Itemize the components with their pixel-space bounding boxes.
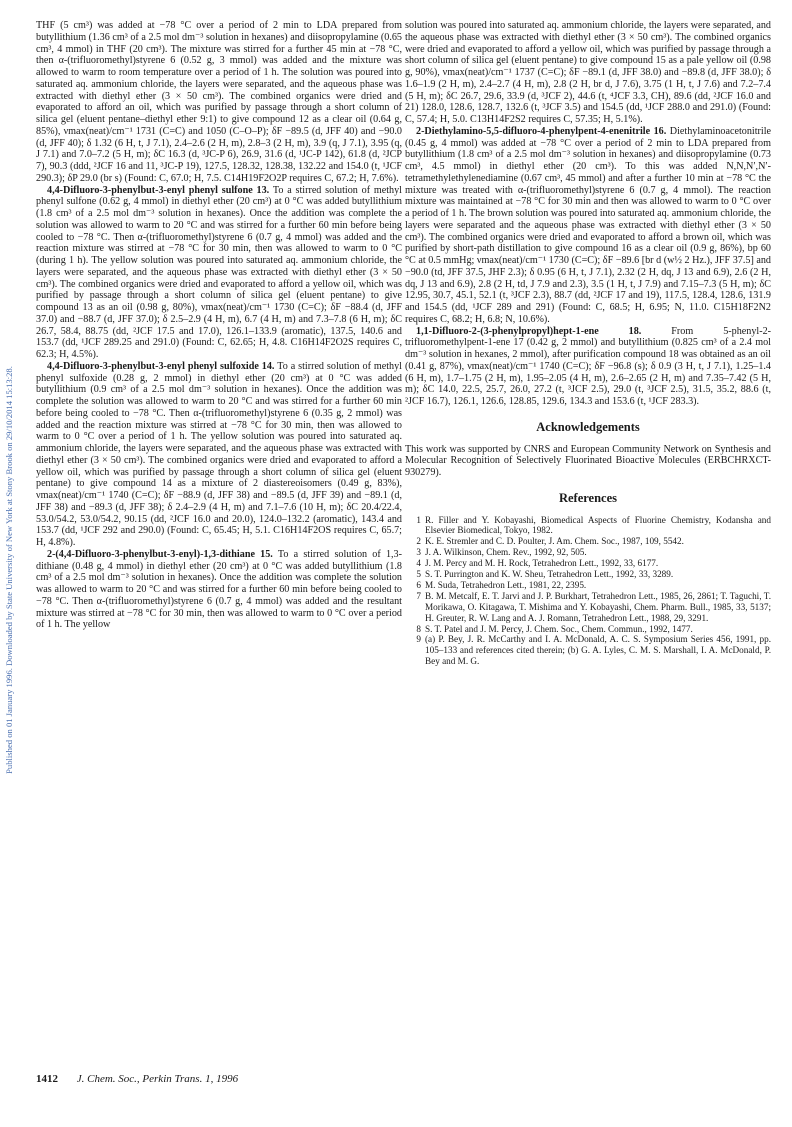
compound-heading: 2-(4,4-Difluoro-3-phenylbut-3-enyl)-1,3-dithiane 15. xyxy=(47,548,273,560)
reference-number: 1 xyxy=(416,514,421,525)
journal-citation: J. Chem. Soc., Perkin Trans. 1, 1996 xyxy=(76,1073,239,1085)
right-column xyxy=(405,20,771,667)
reference-number: 8 xyxy=(416,623,421,634)
reference-item xyxy=(405,558,771,569)
paragraph-body: To a stirred solution of methyl phenyl sulfoxide (0.28 g, 2 mmol) in diethyl ether (20 cm³) at 0 °C was added butyllithium (0.9 cm³ of a 2.5 mol dm⁻³ solution in hexanes). Once the addition was complete the solution was allowed to warm to 20 °C and was stirred for a further 60 min before being cooled to −78 °C. Then α-(trifluoromethyl)styrene 6 (0.35 g, 2 mmol) was added and the reaction mixture was stirred at −78 °C for 30 min, then was allowed to warm to 0 °C over a period of 1 h. The yellow solution was poured into saturated aq. ammonium chloride, the layers were separated, and the aqueous phase was extracted with diethyl ether (3 × 50 cm³). The combined organics were dried and evaporated to afford a yellow oil, which was purified by passage through a short column of silica gel (eluent pentane) to give compound 14 as a mixture of 2 diastereoisomers (0.49 g, 83%), νmax(neat)/cm⁻¹ 1740 (C=C); δF −88.9 (d, JFF 38) and −89.5 (d, JFF 39) and −89.1 (d, JFF 38) and −89.3 (d, JFF 38); δ 2.4–2.9 (4 H, m) and 7.1–7.6 (10 H, m); δC 20.4/22.4, 53.0/54.2, 53.0/54.2, 90.15 (dd, ²JCF 16.0 and 20.0), 124.0–132.2 (aromatic), 143.4 and 153.7 (dd, ¹JCF 292 and 290.0) (Found: C, 65.45; H, 5.1. C16H14F2OS requires C, 65.7; H, 4.8%). xyxy=(36,360,402,548)
paragraph xyxy=(36,185,402,361)
reference-text: J. A. Wilkinson, Chem. Rev., 1992, 92, 505. xyxy=(425,547,587,558)
reference-text: (a) P. Bey, J. R. McCarthy and I. A. McDonald, A. C. S. Symposium Series 456, 1991, pp. 105–133 and references cited therein; (b) G. A. Lyles, C. M. S. Marshall, I. A. McDonald, P. Bey and M. G. xyxy=(425,634,771,667)
reference-text: J. M. Percy and M. H. Rock, Tetrahedron Lett., 1992, 33, 6177. xyxy=(425,558,659,569)
paragraph xyxy=(36,549,402,631)
paragraph-body: solution was poured into saturated aq. ammonium chloride, the layers were separated, and the aqueous phase was extracted with diethyl ether (3 × 50 cm³). The combined organics were dried and evaporated to afford a yellow oil, which was purified by passage through a short column of silica gel (eluent pentane) to give compound 15 as a pale yellow oil (0.98 g, 90%), νmax(neat)/cm⁻¹ 1737 (C=C); δF −89.1 (d, JFF 38.0) and −89.8 (d, JFF 38.0); δ 1.6–1.9 (2 H, m), 2.4–2.7 (4 H, m), 2.8 (2 H, br d, J 7.6), 3.75 (1 H, t, J 7.6) and 7.2–7.4 (5 H, m); δC 26.7, 29.6, 33.9 (d, ³JCF 2), 44.6 (t, ⁴JCF 3.3, CH), 89.6 (dd, ²JCF 16.0 and 21) 128.0, 128.6, 128.7, 132.6 (t, ³JCF 3.5) and 154.5 (dd, ¹JCF 288.0 and 291.0) (Found: C, 57.4; H, 5.0. C13H14F2S2 requires C, 57.35; H, 5.1%). xyxy=(405,20,771,125)
reference-number: 7 xyxy=(416,590,421,601)
paragraph xyxy=(405,326,771,408)
paragraph-body: From 5-phenyl-2-trifluoromethylpent-1-ene 17 (0.42 g, 2 mmol) and butyllithium (0.825 cm³ of a 2.4 mol dm⁻³ solution in hexanes, 2 mmol), after purification compound 18 was obtained as an oil (0.41 g, 87%), νmax(neat)/cm⁻¹ 1740 (C=C); δF −96.8 (s); δ 0.9 (3 H, t, J 7.1), 1.25–1.4 (6 H, m), 1.7–1.75 (2 H, m), 1.95–2.05 (4 H, m), 2.6–2.65 (2 H, m) and 7.35–7.42 (5 H, m); δC 14.0, 22.5, 25.7, 26.0, 27.2 (t, ³JCF 2.5), 29.0 (t, ³JCF 2.5), 31.5, 35.2, 88.6 (t, ²JCF 16.7), 126.1, 126.6, 128.85, 129.6, 134.3 and 153.6 (t, ¹JCF 283.3). xyxy=(405,325,771,407)
reference-text: R. Filler and Y. Kobayashi, Biomedical Aspects of Fluorine Chemistry, Kodansha and Elsevier Biomedical, Tokyo, 1982. xyxy=(425,514,771,536)
paragraph-body: To a stirred solution of methyl phenyl sulfone (0.62 g, 4 mmol) in diethyl ether (20 cm³) at 0 °C was added butyllithium (1.8 cm³ of a 2.5 mol dm⁻³ solution in hexanes). Once the addition was complete the solution was allowed to warm to 20 °C and was stirred for a further 60 min before being cooled to −78 °C. Then α-(trifluoromethyl)styrene 6 (0.7 g, 4 mmol) was added and the reaction mixture was stirred at −78 °C for 30 min, then was allowed to warm to 0 °C (during 1 h). The yellow solution was poured into saturated aq. ammonium chloride, the layers were separated, and the aqueous phase was extracted with diethyl ether (3 × 50 cm³). The combined organics were dried and evaporated to afford a yellow oil, which was purified by passage through a short column of silica gel (eluent pentane) to give compound 13 as an oil (0.98 g, 80%), νmax(neat)/cm⁻¹ 1730 (C=C); δF −88.4 (d, JFF 37.0) and −88.7 (d, JFF 37.0); δ 2.5–2.9 (4 H, m), 6.7 (4 H, m) and 7.3–7.8 (6 H, m); δC 26.7, 58.4, 88.75 (dd, ²JCF 17.5 and 17.0), 126.1–133.9 (aromatic), 137.5, 140.6 and 153.7 (dd, ¹JCF 289.25 and 291.0) (Found: C, 62.65; H, 4.8. C16H14F2O2S requires C, 62.3; H, 4.5%). xyxy=(36,184,402,360)
paragraph-body: THF (5 cm³) was added at −78 °C over a period of 2 min to LDA prepared from butyllithium (1.36 cm³ of a 2.5 mol dm⁻³ solution in hexanes) and diisopropylamine (0.65 cm³, 4 mmol) in THF (20 cm³). The mixture was stirred for a further 45 min at −78 °C, then α-(trifluoromethyl)styrene 6 (0.52 g, 3 mmol) was added and the mixture was allowed to warm to room temperature over a period of 1 h. The solution was poured into saturated aq. ammonium chloride, the layers were separated, and the aqueous phase was extracted with diethyl ether (3 × 50 cm³). The combined organics were dried and evaporated to afford an oil, which was purified by passage through a short column of silica gel (eluent pentane–diethyl ether 9:1) to give compound 12 as a clear oil (0.64 g, 85%), νmax(neat)/cm⁻¹ 1731 (C=C) and 1050 (C–O–P); δF −89.5 (d, JFF 40) and −90.0 (d, JFF 40); δ 1.32 (6 H, t, J 7.1), 2.4–2.6 (2 H, m), 2.8–3 (2 H, m), 3.9 (q, J 7.1), 3.95 (q, J 7.1) and 7.0–7.2 (5 H, m); δC 16.3 (d, ³JC-P 6), 26.9, 31.6 (d, ¹JC-P 142), 61.8 (d, ²JCP 7), 90.3 (ddd, ²JCF 16 and 11, ³JC-P 19), 127.5, 128.32, 128.38, 132.22 and 154.0 (t, ¹JCF 290.3); δP 29.0 (br s) (Found: C, 67.0; H, 7.5. C14H19F2O2P requires C, 67.2; H, 7.6%). xyxy=(36,20,402,184)
reference-number: 2 xyxy=(416,536,421,547)
paragraph xyxy=(405,126,771,326)
reference-number: 4 xyxy=(416,558,421,569)
reference-number: 5 xyxy=(416,569,421,580)
reference-number: 9 xyxy=(416,634,421,645)
compound-heading: 2-Diethylamino-5,5-difluoro-4-phenylpent-4-enenitrile 16. xyxy=(416,125,667,137)
reference-item xyxy=(405,624,771,635)
references-heading: References xyxy=(558,490,618,505)
acknowledgements-text: This work was supported by CNRS and European Community Network on Synthesis and Molecular Recognition of Selectively Fluorinated Bioactive Molecules (ERBCHRXCT-930279). xyxy=(405,443,771,478)
acknowledgements-heading: Acknowledgements xyxy=(536,419,640,434)
reference-text: S. T. Patel and J. M. Percy, J. Chem. Soc., Chem. Commun., 1992, 1477. xyxy=(425,623,693,634)
paragraph xyxy=(405,20,771,126)
reference-number: 3 xyxy=(416,547,421,558)
reference-text: M. Suda, Tetrahedron Lett., 1981, 22, 2395. xyxy=(425,579,587,590)
download-watermark-text: Published on 01 January 1996. Downloaded by State University of New York at Stony Brook on 29/10/2014 15:13:28. xyxy=(4,366,15,774)
reference-item xyxy=(405,547,771,558)
compound-heading: 1,1-Difluoro-2-(3-phenylpropyl)hept-1-ene 18. xyxy=(416,325,642,337)
reference-text: B. M. Metcalf, E. T. Jarvi and J. P. Burkhart, Tetrahedron Lett., 1985, 26, 2861; T. Taguchi, T. Morikawa, O. Kitagawa, T. Mishima and Y. Kobayashi, Chem. Pharm. Bull., 1985, 33, 5137; H. Greuter, R. W. Lang and A. J. Romann, Tetrahedron Lett., 1988, 29, 3291. xyxy=(425,590,771,623)
paragraph xyxy=(36,20,402,185)
paragraph-body: To a stirred solution of 1,3-dithiane (0.48 g, 4 mmol) in diethyl ether (20 cm³) at 0 °C was added butyllithium (1.8 cm³ of a 2.5 mol dm⁻³ solution in hexanes). Once the addition was complete the solution was allowed to warm to 20 °C and was stirred for a further 60 min before being cooled to −78 °C. Then α-(trifluoromethyl)styrene 6 (0.7 g, 4 mmol) was added and the resultant mixture was stirred at −78 °C for 30 min, then was allowed to warm to 0 °C over a period of 1 h. The yellow xyxy=(36,548,402,631)
download-watermark xyxy=(2,150,16,990)
reference-item xyxy=(405,580,771,591)
reference-item xyxy=(405,536,771,547)
page-number: 1412 xyxy=(36,1073,58,1085)
page-footer xyxy=(36,1073,436,1085)
reference-item xyxy=(405,515,771,537)
paragraph-body: Diethylaminoacetonitrile (0.45 g, 4 mmol) was added at −78 °C over a period of 2 min to LDA prepared from butyllithium (1.8 cm³ of a 2.5 mol dm⁻³ solution in hexanes) and diisopropylamine (0.73 cm³, 4.5 mmol) in diethyl ether (20 cm³). To this was added N,N,N′,N′-tetramethylethylenediamine (0.67 cm³, 45 mmol) and after a further 10 min at −78 °C the mixture was treated with α-(trifluoromethyl)styrene 6 (0.7 g, 4 mmol). The reaction mixture was maintained at −78 °C for 30 min and then was allowed to warm to 0 °C over a period of 1 h. The brown solution was poured into saturated aq. ammonium chloride, the layers were separated and the aqueous phase was extracted with diethyl ether (3 × 50 cm³). The combined organics were dried and evaporated to afford a brown oil, which was purified by short-path distillation to give compound 16 as a clear oil (0.9 g, 86%), bp 60 °C at 0.5 mmHg; νmax(neat)/cm⁻¹ 1730 (C=C); δF −89.6 [br d (w½ 2 Hz.), JFF 37.5] and −90.0 (td, JFF 37.5, JHF 2.3); δ 0.95 (6 H, t, J 7.1), 2.32 (2 H, dq, J 13 and 6.9), 2.6 (2 H, dq, J 13 and 6.9), 2.8 (2 H, td, J 7.9 and 2.3), 3.5 (1 H, t, J 7.9) and 7.15–7.3 (5 H, m); δC 12.95, 30.7, 45.1, 52.1 (t, ³JCF 2.3), 88.7 (dd, ²JCF 17 and 19), 117.5, 128.4, 128.6, 131.9 and 154.5 (dd, ¹JCF 289 and 291) (Found: C, 68.5; H, 6.95; N, 11.0. C15H18F2N2 requires C, 68.2; H, 6.8; N, 10.6%). xyxy=(405,125,771,325)
compound-heading: 4,4-Difluoro-3-phenylbut-3-enyl phenyl sulfoxide 14. xyxy=(47,360,275,372)
reference-item xyxy=(405,569,771,580)
reference-number: 6 xyxy=(416,579,421,590)
reference-text: S. T. Purrington and K. W. Sheu, Tetrahedron Lett., 1992, 33, 3289. xyxy=(425,569,674,580)
reference-list xyxy=(405,515,771,668)
reference-text: K. E. Stremler and C. D. Poulter, J. Am. Chem. Soc., 1987, 109, 5542. xyxy=(425,536,684,547)
left-column xyxy=(36,20,402,631)
reference-item xyxy=(405,634,771,667)
paragraph xyxy=(36,361,402,549)
reference-item xyxy=(405,591,771,624)
compound-heading: 4,4-Difluoro-3-phenylbut-3-enyl phenyl sulfone 13. xyxy=(47,184,270,196)
